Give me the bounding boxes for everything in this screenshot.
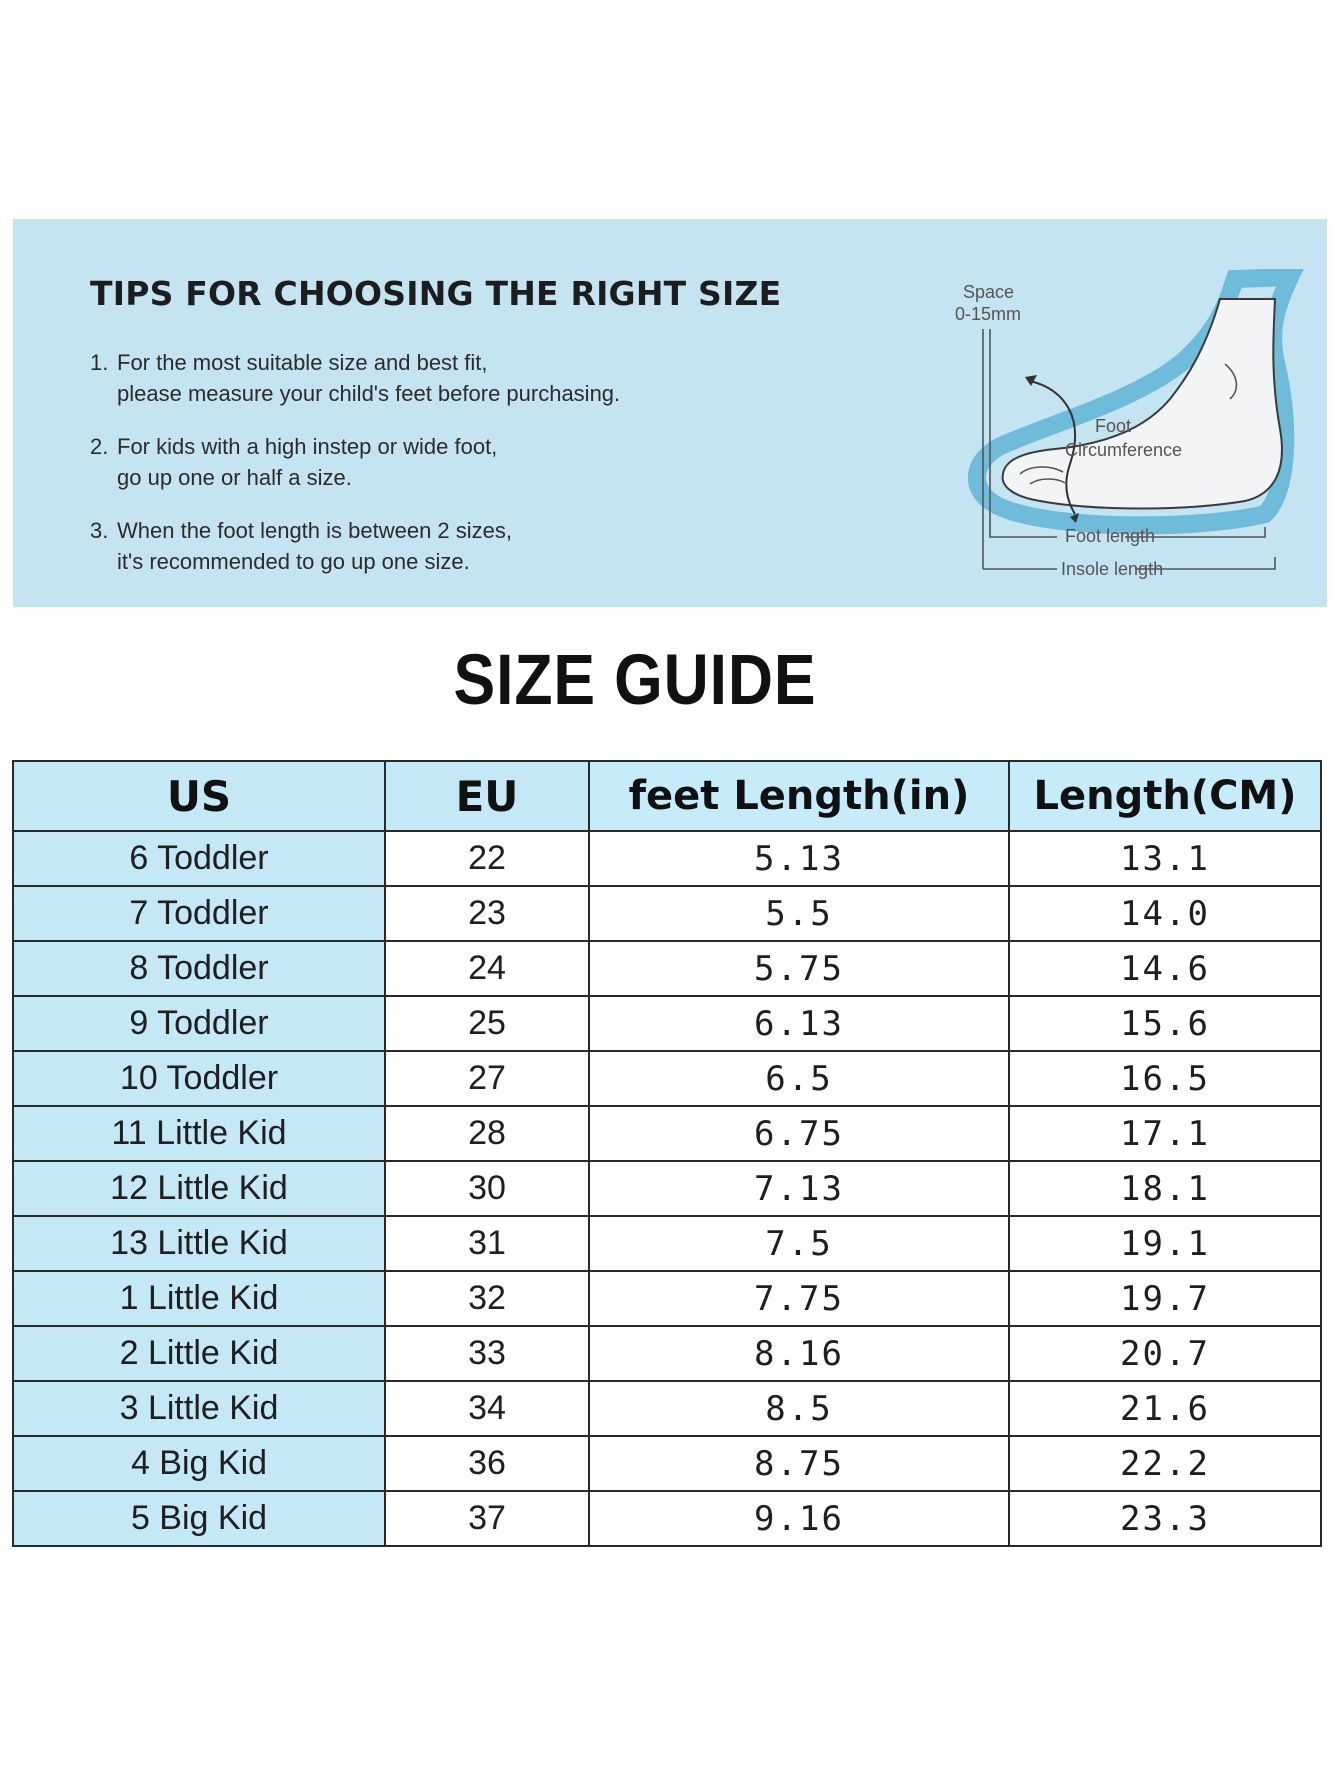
cell-length-cm: 14.0 bbox=[1009, 886, 1321, 941]
table-row bbox=[13, 996, 1321, 1051]
cell-feet-length-in: 7.75 bbox=[589, 1271, 1009, 1326]
cell-us: 7 Toddler bbox=[13, 886, 385, 941]
table-row bbox=[13, 831, 1321, 886]
cell-us: 5 Big Kid bbox=[13, 1491, 385, 1546]
cell-eu: 37 bbox=[385, 1491, 589, 1546]
cell-eu: 32 bbox=[385, 1271, 589, 1326]
header-us: US bbox=[13, 761, 385, 831]
table-row bbox=[13, 1161, 1321, 1216]
cell-length-cm: 19.7 bbox=[1009, 1271, 1321, 1326]
tips-title: TIPS FOR CHOOSING THE RIGHT SIZE bbox=[90, 274, 782, 313]
tip-item bbox=[90, 431, 710, 493]
cell-eu: 30 bbox=[385, 1161, 589, 1216]
table-row bbox=[13, 1216, 1321, 1271]
cell-length-cm: 20.7 bbox=[1009, 1326, 1321, 1381]
cell-length-cm: 18.1 bbox=[1009, 1161, 1321, 1216]
cell-feet-length-in: 9.16 bbox=[589, 1491, 1009, 1546]
cell-eu: 24 bbox=[385, 941, 589, 996]
cell-eu: 25 bbox=[385, 996, 589, 1051]
tip-number: 2. bbox=[90, 434, 109, 459]
cell-length-cm: 16.5 bbox=[1009, 1051, 1321, 1106]
cell-eu: 36 bbox=[385, 1436, 589, 1491]
tips-panel bbox=[13, 219, 1327, 607]
cell-feet-length-in: 8.5 bbox=[589, 1381, 1009, 1436]
cell-feet-length-in: 6.5 bbox=[589, 1051, 1009, 1106]
tip-item bbox=[90, 515, 710, 577]
cell-length-cm: 21.6 bbox=[1009, 1381, 1321, 1436]
cell-us: 1 Little Kid bbox=[13, 1271, 385, 1326]
space-label: Space bbox=[963, 282, 1015, 302]
table-row bbox=[13, 1381, 1321, 1436]
cell-length-cm: 17.1 bbox=[1009, 1106, 1321, 1161]
cell-us: 13 Little Kid bbox=[13, 1216, 385, 1271]
cell-us: 11 Little Kid bbox=[13, 1106, 385, 1161]
cell-eu: 31 bbox=[385, 1216, 589, 1271]
header-feet-length-in: feet Length(in) bbox=[589, 761, 1009, 831]
foot-measurement-diagram bbox=[945, 269, 1315, 599]
cell-feet-length-in: 5.13 bbox=[589, 831, 1009, 886]
tip-item bbox=[90, 347, 710, 409]
table-row bbox=[13, 886, 1321, 941]
cell-us: 10 Toddler bbox=[13, 1051, 385, 1106]
cell-length-cm: 22.2 bbox=[1009, 1436, 1321, 1491]
size-table bbox=[12, 760, 1322, 1547]
cell-us: 12 Little Kid bbox=[13, 1161, 385, 1216]
space-value: 0-15mm bbox=[955, 304, 1022, 324]
tip-number: 1. bbox=[90, 350, 109, 375]
table-row bbox=[13, 941, 1321, 996]
cell-length-cm: 14.6 bbox=[1009, 941, 1321, 996]
cell-us: 8 Toddler bbox=[13, 941, 385, 996]
cell-feet-length-in: 5.5 bbox=[589, 886, 1009, 941]
cell-eu: 34 bbox=[385, 1381, 589, 1436]
cell-us: 3 Little Kid bbox=[13, 1381, 385, 1436]
tip-text-line2: please measure your child's feet before purchasing. bbox=[117, 381, 621, 406]
cell-feet-length-in: 8.75 bbox=[589, 1436, 1009, 1491]
tip-text-line1: For kids with a high instep or wide foot, bbox=[117, 434, 498, 459]
cell-eu: 22 bbox=[385, 831, 589, 886]
tip-text-line1: For the most suitable size and best fit, bbox=[117, 350, 488, 375]
insole-length-label: Insole length bbox=[1061, 559, 1164, 579]
tip-text-line2: it's recommended to go up one size. bbox=[117, 549, 470, 574]
cell-eu: 23 bbox=[385, 886, 589, 941]
size-table-header-row bbox=[13, 761, 1321, 831]
cell-length-cm: 13.1 bbox=[1009, 831, 1321, 886]
header-eu: EU bbox=[385, 761, 589, 831]
table-row bbox=[13, 1051, 1321, 1106]
circumference-label-line2: Circumference bbox=[1065, 440, 1183, 460]
circumference-label-line1: Foot bbox=[1095, 416, 1132, 436]
cell-feet-length-in: 5.75 bbox=[589, 941, 1009, 996]
tip-number: 3. bbox=[90, 518, 109, 543]
cell-eu: 27 bbox=[385, 1051, 589, 1106]
cell-us: 2 Little Kid bbox=[13, 1326, 385, 1381]
table-row bbox=[13, 1106, 1321, 1161]
cell-eu: 28 bbox=[385, 1106, 589, 1161]
table-row bbox=[13, 1491, 1321, 1546]
table-row bbox=[13, 1271, 1321, 1326]
size-guide-title: SIZE GUIDE bbox=[453, 641, 817, 720]
cell-feet-length-in: 6.75 bbox=[589, 1106, 1009, 1161]
cell-feet-length-in: 6.13 bbox=[589, 996, 1009, 1051]
cell-length-cm: 19.1 bbox=[1009, 1216, 1321, 1271]
cell-us: 6 Toddler bbox=[13, 831, 385, 886]
cell-feet-length-in: 7.5 bbox=[589, 1216, 1009, 1271]
cell-us: 4 Big Kid bbox=[13, 1436, 385, 1491]
cell-length-cm: 15.6 bbox=[1009, 996, 1321, 1051]
tip-text-line1: When the foot length is between 2 sizes, bbox=[117, 518, 513, 543]
cell-us: 9 Toddler bbox=[13, 996, 385, 1051]
tip-text-line2: go up one or half a size. bbox=[117, 465, 352, 490]
table-row bbox=[13, 1436, 1321, 1491]
table-row bbox=[13, 1326, 1321, 1381]
cell-feet-length-in: 8.16 bbox=[589, 1326, 1009, 1381]
cell-eu: 33 bbox=[385, 1326, 589, 1381]
cell-feet-length-in: 7.13 bbox=[589, 1161, 1009, 1216]
foot-length-label: Foot length bbox=[1065, 526, 1156, 546]
cell-length-cm: 23.3 bbox=[1009, 1491, 1321, 1546]
header-length-cm: Length(CM) bbox=[1009, 761, 1321, 831]
foot-shape-icon bbox=[1003, 299, 1282, 509]
